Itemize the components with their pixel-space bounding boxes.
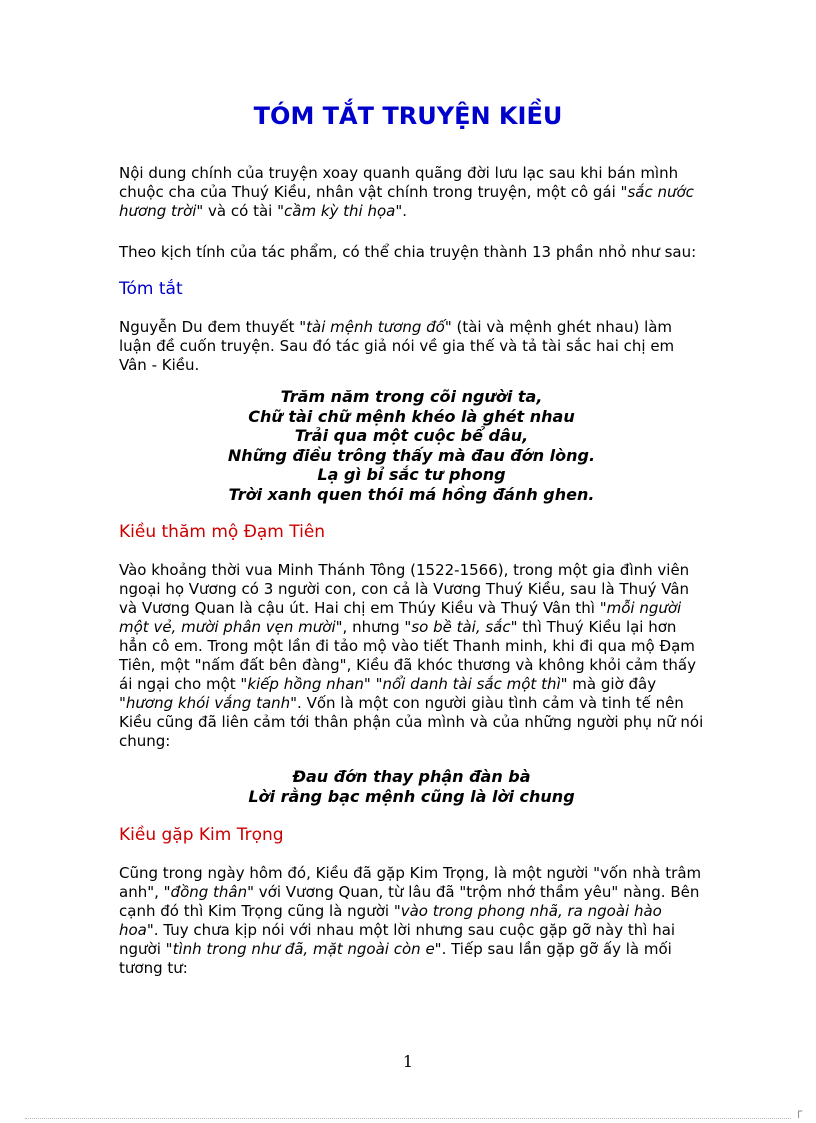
intro-paragraph — [119, 164, 704, 221]
italic-quote: nổi danh tài sắc một thì — [382, 675, 561, 693]
italic-quote: kiếp hồng nhan — [247, 675, 364, 693]
text-run: ", nhưng " — [335, 618, 412, 636]
verse-line: Trời xanh quen thói má hồng đánh ghen. — [228, 484, 595, 504]
italic-quote: tài mệnh tương đố — [306, 318, 445, 336]
verse-line: Lạ gì bỉ sắc tư phong — [317, 465, 506, 484]
italic-quote: đồng thân — [170, 883, 248, 901]
verse-line: Lời rằng bạc mệnh cũng là lời chung — [248, 786, 575, 806]
italic-quote: hương khói vắng tanh — [125, 694, 291, 712]
italic-quote: vào trong phong nhã, ra ngoài hào hoa — [119, 902, 662, 939]
text-run: Cũng trong ngày hôm đó, Kiều đã gặp Kim Trọng, là một người "vốn nhà trâm anh", " — [119, 864, 702, 901]
italic-quote: mỗi người một vẻ, mười phân vẹn mười — [119, 599, 682, 636]
page-corner-marker-icon: ┌ — [795, 1104, 803, 1118]
text-run: ". Tiếp sau lần gặp gỡ ấy là mối tương tư: — [119, 940, 672, 977]
text-run: Nguyễn Du đem thuyết " — [119, 318, 307, 336]
section-heading-tham-mo: Kiều thăm mộ Đạm Tiên — [119, 522, 326, 542]
page-title: TÓM TẮT TRUYỆN KIỀU — [253, 102, 563, 130]
section-tom-tat-paragraph — [119, 318, 704, 375]
page-number: 1 — [402, 1052, 414, 1071]
italic-quote: cầm kỳ thi họa — [284, 202, 396, 220]
italic-quote: so bề tài, sắc — [411, 618, 511, 636]
text-run: " (tài và mệnh ghét nhau) làm luận đề cuốn truyện. Sau đó tác giả nói về gia thế và tả tài sắc hai chị em Vân - Kiều. — [119, 318, 675, 374]
text-run: ". Vốn là một con người giàu tình cảm và tinh tế nên Kiều cũng đã liên cảm tới thân phận của mình và của những người phụ nữ nói chung: — [119, 694, 704, 750]
section-gap-kim-trong-paragraph — [119, 864, 704, 978]
text-run: ". — [395, 202, 408, 220]
intro-paragraph-2: Theo kịch tính của tác phẩm, có thể chia truyện thành 13 phần nhỏ như sau: — [119, 243, 697, 261]
text-run: Vào khoảng thời vua Minh Thánh Tông (1522-1566), trong một gia đình viên ngoại họ Vương có 3 người con, con cả là Vương Thuý Kiều, sau là Thuý Vân và Vương Quan là cậu út. Hai chị em Thúy Kiều và Thuý Vân thì " — [119, 561, 690, 617]
verse-line: Đau đớn thay phận đàn bà — [292, 767, 531, 786]
verse-line: Trải qua một cuộc bể dâu, — [294, 426, 529, 445]
text-run: " và có tài " — [196, 202, 284, 220]
text-run: " mà giờ đây " — [119, 675, 657, 712]
text-run: ". Tuy chưa kịp nói với nhau một lời nhưng sau cuộc gặp gỡ này thì hai người " — [119, 921, 676, 958]
verse-block-2 — [119, 767, 704, 806]
section-tham-mo-paragraph — [119, 561, 704, 751]
verse-line: Trăm năm trong cõi người ta, — [280, 387, 543, 406]
italic-quote: sắc nước hương trời — [119, 183, 694, 220]
verse-line: Những điều trông thấy mà đau đớn lòng. — [227, 445, 596, 465]
page-bottom-rule — [25, 1118, 791, 1119]
text-run: " " — [363, 675, 383, 693]
italic-quote: tình trong như đã, mặt ngoài còn e — [172, 940, 435, 958]
verse-block-1 — [119, 387, 704, 504]
text-run: " thì Thuý Kiều lại hơn hẳn cô em. Trong một lần đi tảo mộ vào tiết Thanh minh, khi đi qua mộ Đạm Tiên, một "nấm đất bên đàng", Kiều đã khóc thương và không khỏi cảm thấy ái ngại cho một " — [119, 618, 696, 693]
text-run: " với Vương Quan, từ lâu đã "trộm nhớ thầm yêu" nàng. Bên cạnh đó thì Kim Trọng cũng là người " — [119, 883, 700, 920]
section-heading-gap-kim-trong: Kiều gặp Kim Trọng — [119, 825, 284, 845]
verse-line: Chữ tài chữ mệnh khéo là ghét nhau — [248, 406, 575, 426]
section-heading-tom-tat: Tóm tắt — [119, 279, 183, 299]
text-run: Nội dung chính của truyện xoay quanh quãng đời lưu lạc sau khi bán mình chuộc cha của Thuý Kiều, nhân vật chính trong truyện, một cô gái " — [119, 164, 679, 201]
